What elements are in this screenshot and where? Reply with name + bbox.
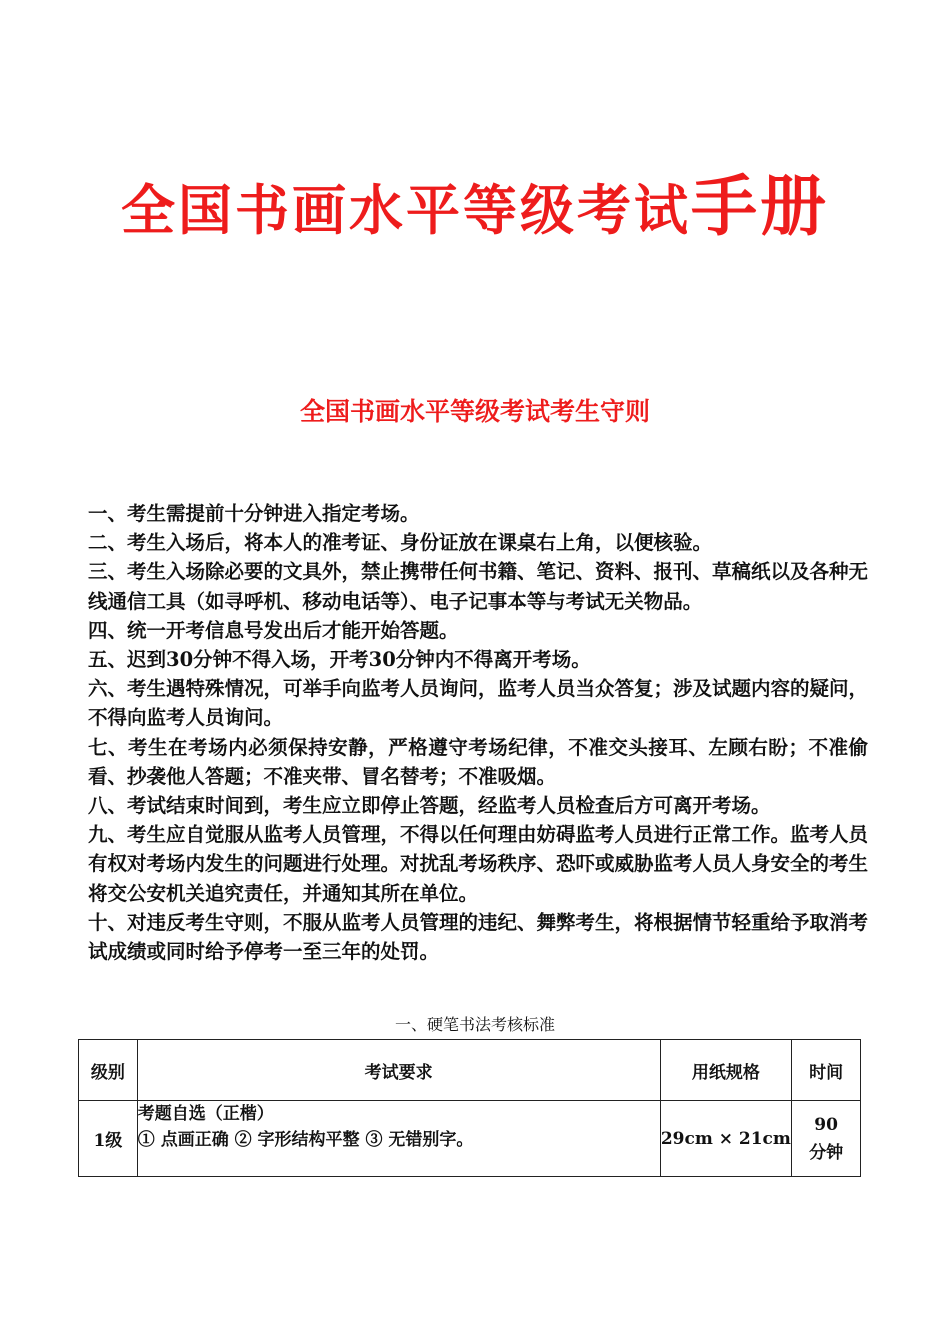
table-header-row bbox=[79, 1040, 861, 1101]
rule-item: 三、考生入场除必要的文具外，禁止携带任何书籍、笔记、资料、报刊、草稿纸以及各种无线通信工具（如寻呼机、移动电话等）、电子记事本等与考试无关物品。 bbox=[88, 560, 869, 613]
cell-requirement bbox=[137, 1101, 660, 1177]
cell-time bbox=[792, 1101, 861, 1177]
standards-table bbox=[78, 1039, 861, 1177]
table-row bbox=[79, 1101, 861, 1177]
section-title: 一、硬笔书法考核标准 bbox=[394, 1015, 555, 1034]
rule-item: 九、考生应自觉服从监考人员管理，不得以任何理由妨碍监考人员进行正常工作。监考人员有权对考场内发生的问题进行处理。对扰乱考场秩序、恐吓或威胁监考人员人身安全的考生将交公安机关追究责任，并通知其所在单位。 bbox=[88, 823, 869, 905]
time-unit: 分钟 bbox=[809, 1142, 844, 1163]
rule-item: 四、统一开考信息号发出后才能开始答题。 bbox=[88, 618, 459, 642]
header-paper: 用纸规格 bbox=[660, 1040, 792, 1101]
header-level: 级别 bbox=[79, 1040, 138, 1101]
rule-item: 七、考生在考场内必须保持安静，严格遵守考场纪律，不准交头接耳、左顾右盼；不准偷看、抄袭他人答题；不准夹带、冒名替考；不准吸烟。 bbox=[88, 735, 868, 788]
rules-heading: 全国书画水平等级考试考生守则 bbox=[299, 397, 650, 426]
page-title-main: 全国书画水平等级考试 bbox=[121, 179, 691, 242]
rules-list bbox=[88, 499, 868, 966]
rule-item: 十、对违反考生守则，不服从监考人员管理的违纪、舞弊考生，将根据情节轻重给予取消考试成绩或同时给予停考一至三年的处罚。 bbox=[88, 910, 869, 964]
requirement-line: ① 点画正确 ② 字形结构平整 ③ 无错别字。 bbox=[137, 1130, 474, 1150]
header-time: 时间 bbox=[792, 1040, 861, 1101]
cell-level: 1级 bbox=[79, 1101, 138, 1177]
cell-paper: 29cm × 21cm bbox=[660, 1101, 792, 1177]
header-requirement: 考试要求 bbox=[137, 1040, 660, 1101]
rule-item: 一、考生需提前十分钟进入指定考场。 bbox=[88, 502, 420, 525]
rule-item: 二、考生入场后，将本人的准考证、身份证放在课桌右上角，以便核验。 bbox=[88, 531, 713, 555]
rule-item: 六、考生遇特殊情况，可举手向监考人员询问，监考人员当众答复；涉及试题内容的疑问，不得向监考人员询问。 bbox=[88, 677, 869, 730]
rule-item: 八、考试结束时间到，考生应立即停止答题，经监考人员检查后方可离开考场。 bbox=[88, 794, 771, 818]
time-value: 90 bbox=[814, 1114, 838, 1135]
page-title-tail: 手册 bbox=[691, 168, 829, 245]
requirement-line: 考题自选（正楷） bbox=[137, 1104, 274, 1124]
rule-item: 五、迟到30分钟不得入场，开考30分钟内不得离开考场。 bbox=[88, 648, 591, 672]
page-title bbox=[0, 168, 950, 246]
